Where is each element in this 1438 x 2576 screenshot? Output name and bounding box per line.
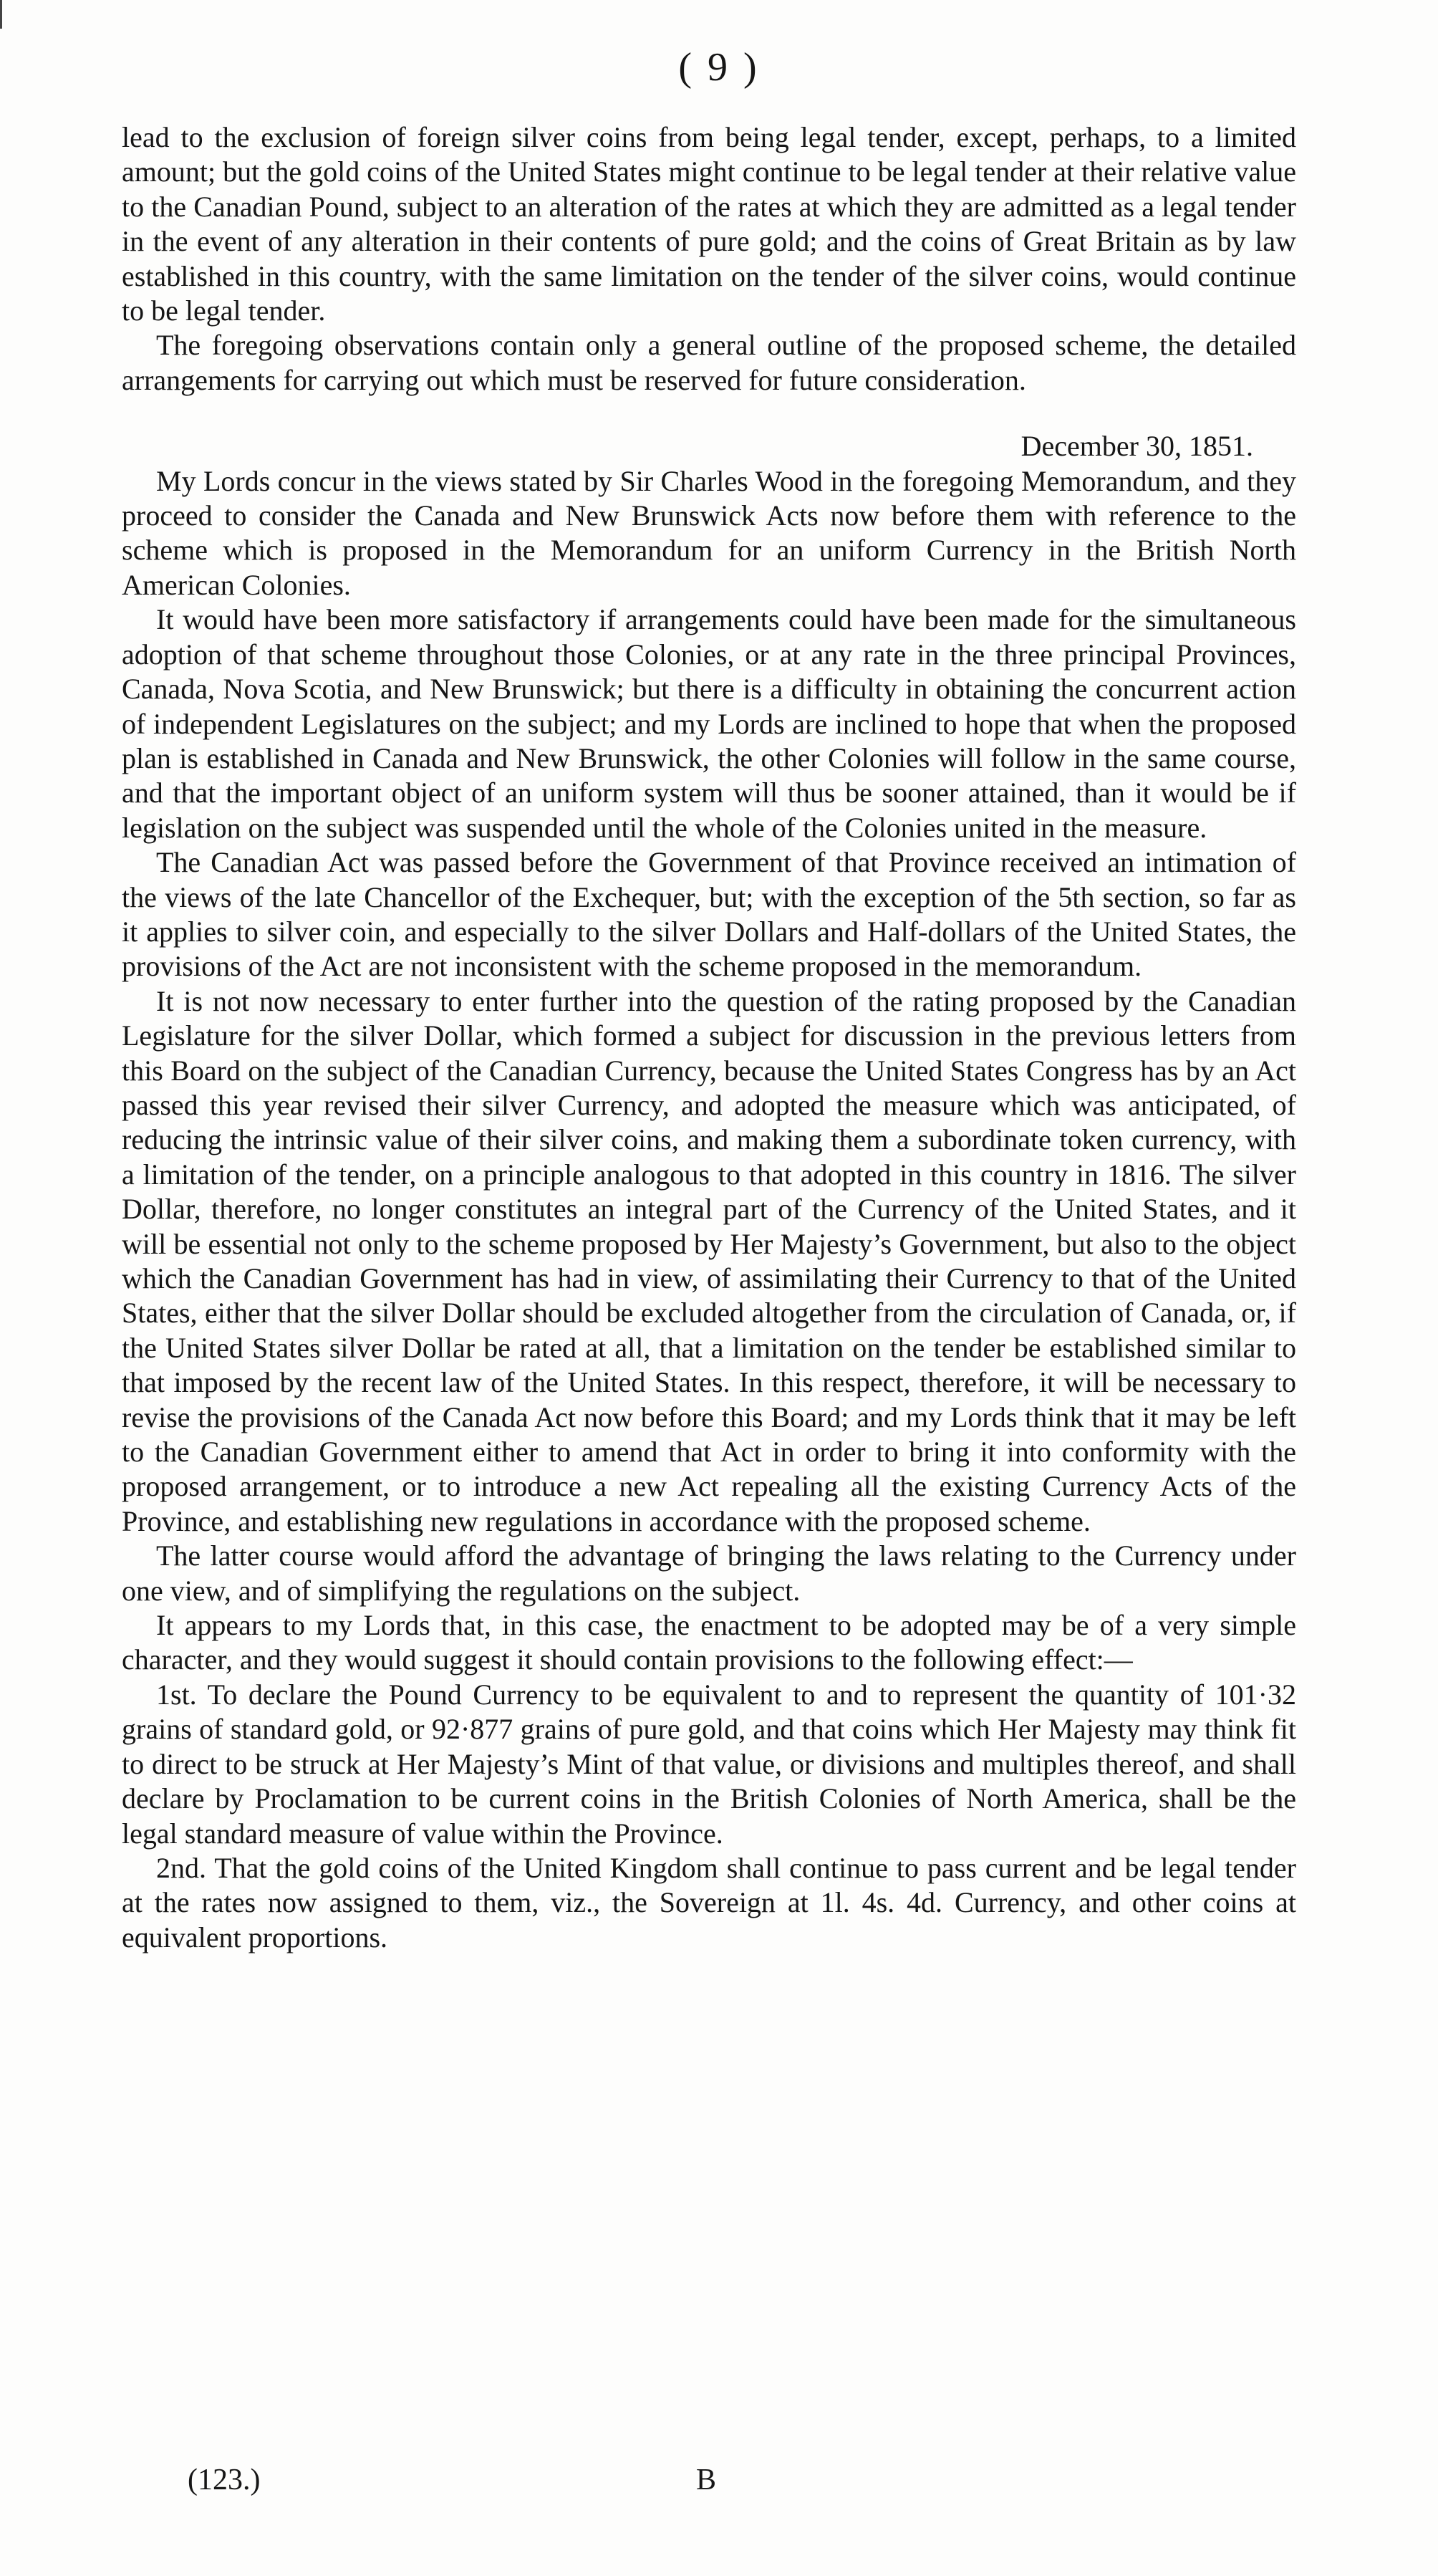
document-number: (123.) — [188, 2464, 261, 2496]
paragraph: It appears to my Lords that, in this case, the enactment to be adopted may be of a very simple character, and they would suggest it should contain provisions to the following effect:— — [122, 1609, 1296, 1676]
paragraph: My Lords concur in the views stated by Sir Charles Wood in the foregoing Memorandum, and they proceed to consider the Canada and New Brunswick Acts now before them with reference to the scheme which is proposed in the Memorandum for an uniform Currency in the British North American Colonies. — [122, 464, 1296, 601]
paragraph-continuation: lead to the exclusion of foreign silver coins from being legal tender, except, perhaps, to a limited amount; but the gold coins of the United States might continue to be legal tender at their relative value to the Canadian Pound, subject to an alteration of the rates at which they are admitted as a legal tender in the event of any alteration in their contents of pure gold; and the coins of Great Britain as by law established in this country, with the same limitation on the tender of the silver coins, would continue to be legal tender. — [122, 121, 1296, 327]
paragraph: The foregoing observations contain only a general outline of the proposed scheme, the detailed arrangements for carrying out which must be reserved for future consideration. — [122, 329, 1296, 396]
dateline: December 30, 1851. — [1020, 430, 1253, 463]
paragraph: The latter course would afford the advantage of bringing the laws relating to the Currency under one view, and of simplifying the regulations on the subject. — [122, 1539, 1296, 1607]
paragraph: The Canadian Act was passed before the Government of that Province received an intimation of the views of the late Chancellor of the Exchequer, but; with the exception of the 5th section, so far as it applies to silver coin, and especially to the silver Dollars and Half-dollars of the United States, the provisions of the Act are not inconsistent with the scheme proposed in the memorandum. — [122, 846, 1296, 983]
paragraph: 1st. To declare the Pound Currency to be equivalent to and to represent the quantity of 101·32 grains of standard gold, or 92·877 grains of pure gold, and that coins which Her Majesty may think fit to direct to be struck at Her Majesty’s Mint of that value, or divisions and multiples thereof, and shall declare by Proclamation to be current coins in the British Colonies of North America, shall be the legal standard measure of value within the Province. — [122, 1678, 1296, 1850]
signature-mark: B — [696, 2464, 717, 2496]
page-edge-mark — [0, 0, 2, 29]
paragraph: It would have been more satisfactory if arrangements could have been made for the simultaneous adoption of that scheme throughout those Colonies, or at any rate in the three principal Provinces, Canada, Nova Scotia, and New Brunswick; but there is a difficulty in obtaining the concurrent action of independent Legislatures on the subject; and my Lords are inclined to hope that when the proposed plan is established in Canada and New Brunswick, the other Colonies will follow in the same course, and that the important object of an uniform system will thus be sooner attained, than it would be if legislation on the subject was suspended until the whole of the Colonies united in the measure. — [122, 603, 1296, 844]
paragraph: It is not now necessary to enter further into the question of the rating proposed by the Canadian Legislature for the silver Dollar, which formed a subject for discussion in the previous letters from this Board on the subject of the Canadian Currency, because the United States Congress has by an Act passed this year revised their silver Currency, and adopted the measure which was anticipated, of reducing the intrinsic value of their silver coins, and making them a subordinate token currency, with a limitation of the tender, on a principle analogous to that adopted in this country in 1816. The silver Dollar, therefore, no longer constitutes an integral part of the Currency of the United States, and it will be essential not only to the scheme proposed by Her Majesty’s Government, but also to the object which the Canadian Government has had in view, of assimilating their Currency to that of the United States, either that the silver Dollar should be excluded altogether from the circulation of Canada, or, if the United States silver Dollar be rated at all, that a limitation on the tender be established similar to that imposed by the recent law of the United States. In this respect, therefore, it will be necessary to revise the provisions of the Canada Act now before this Board; and my Lords think that it may be left to the Canadian Government either to amend that Act in order to bring it into conformity with the proposed arrangement, or to introduce a new Act repealing all the existing Currency Acts of the Province, and establishing new regulations in accordance with the proposed scheme. — [122, 984, 1296, 1537]
page-number-header: ( 9 ) — [678, 45, 760, 90]
paragraph: 2nd. That the gold coins of the United Kingdom shall continue to pass current and be legal tender at the rates now assigned to them, viz., the Sovereign at 1l. 4s. 4d. Currency, and other coins at equivalent proportions. — [122, 1851, 1296, 1953]
page-footer — [0, 2463, 1438, 2506]
document-body — [122, 120, 1296, 1955]
